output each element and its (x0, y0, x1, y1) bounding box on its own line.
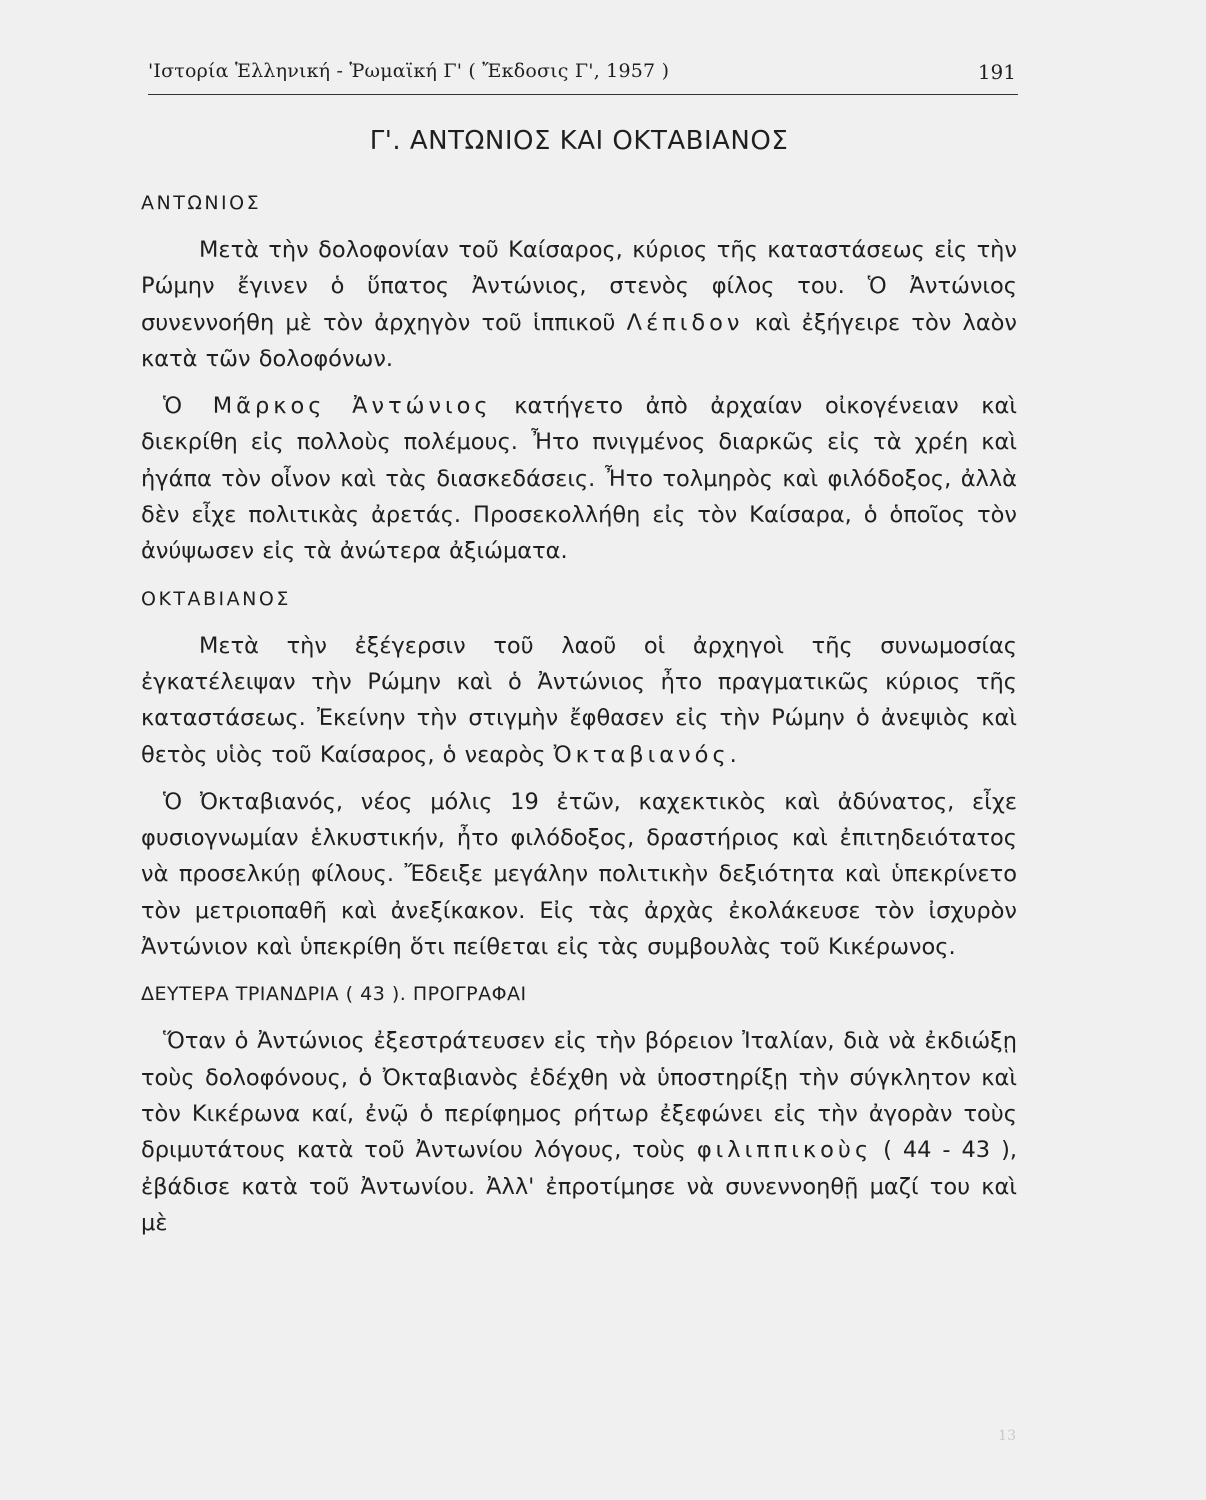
text-run: Ὅταν ὁ Ἀντώνιος ἐξεστράτευσεν εἰς τὴν βόρειον Ἰταλίαν, διὰ νὰ ἐκδιώξῃ τοὺς δολοφόνους, ὁ Ὀκταβιανὸς ἐδέχθη νὰ ὑποστηρίξῃ τὴν σύγκλητον καὶ τὸν Κικέρωνα καί, ἐνῷ ὁ περίφημος ρήτωρ ἐξεφώνει εἰς τὴν ἀγορὰν τοὺς δριμυτάτους κατὰ τοῦ Ἀντωνίου λόγους, τοὺς (141, 1028, 1017, 1164)
section-heading-antonios: ΑΝΤΩΝΙΟΣ (141, 192, 262, 214)
text-run: Μετὰ τὴν ἐξέγερσιν τοῦ λαοῦ οἱ ἀρχηγοὶ τῆς συνωμοσίας ἐγκατέλειψαν τὴν Ρώμην καὶ ὁ Ἀντώνιος ἦτο πραγματικῶς κύριος τῆς καταστάσεως. Ἐκείνην τὴν στιγμὴν ἔφθασεν εἰς τὴν Ρώμην ὁ ἀνεψιὸς καὶ θετὸς υἱὸς τοῦ Καίσαρος, ὁ νεαρὸς (141, 632, 1017, 768)
spaced-name: φιλιππικοὺς (696, 1137, 873, 1164)
page-content (141, 126, 1017, 1252)
running-header (148, 58, 1018, 95)
chapter-title: Γ'. ΑΝΤΩΝΙΟΣ ΚΑΙ ΟΚΤΑΒΙΑΝΟΣ (369, 126, 789, 156)
page-number: 191 (977, 60, 1016, 84)
paragraph-oktavianos-1 (141, 628, 1017, 773)
running-title: 'Ιστορία Ἑλληνική - Ῥωμαϊκή Γ' ( Ἔκδοσις Γ', 1957 ) (148, 60, 670, 82)
text-run: Ὁ Ὀκταβιανός, νέος μόλις 19 ἐτῶν, καχεκτικὸς καὶ ἀδύνατος, εἶχε φυσιογνωμίαν ἑλκυστικήν, ἦτο φιλόδοξος, δραστήριος καὶ ἐπιτηδειότατος νὰ προσελκύῃ φίλους. Ἔδειξε μεγάλην πολιτικὴν δεξιότητα καὶ ὑπεκρίνετο τὸν μετριοπαθῆ καὶ ἀνεξίκακον. Εἰς τὰς ἀρχὰς ἐκολάκευσε τὸν ἰσχυρὸν Ἀντώνιον καὶ ὑπεκρίθη ὅτι πείθεται εἰς τὰς συμβουλὰς τοῦ Κικέρωνος. (141, 788, 1017, 961)
paragraph-oktavianos-2 (141, 784, 1017, 965)
paragraph-antonios-1 (141, 232, 1017, 377)
section-heading-triandria: ΔΕΥΤΕΡΑ ΤΡΙΑΝΔΡΙΑ ( 43 ). ΠΡΟΓΡΑΦΑΙ (141, 983, 527, 1006)
paragraph-antonios-2 (141, 388, 1017, 569)
signature-mark: 13 (998, 1428, 1016, 1444)
section-heading-oktavianos: ΟΚΤΑΒΙΑΝΟΣ (141, 587, 291, 610)
text-run: Μετὰ τὴν δολοφονίαν τοῦ Καίσαρος, κύριος τῆς καταστάσεως εἰς τὴν Ρώμην ἔγινεν ὁ ὕπατος Ἀντώνιος, στενὸς φίλος του. Ὁ Ἀντώνιος συνεννοήθη μὲ τὸν ἀρχηγὸν τοῦ ἱππικοῦ (141, 237, 1017, 336)
text-run: καὶ ἐξήγειρε τὸν λαὸν κατὰ τῶν δολοφόνων. (141, 309, 1017, 372)
paragraph-triandria-1 (141, 1023, 1017, 1241)
spaced-name: Λέπιδον (626, 309, 744, 336)
text-run: ( 44 - 43 ), ἐβάδισε κατὰ τοῦ Ἀντωνίου. Ἀλλ' ἐπροτίμησε νὰ συνεννοηθῇ μαζί του καὶ μὲ (141, 1137, 1017, 1236)
spaced-name: Ὁ Μᾶρκος Ἀντώνιος (163, 393, 492, 420)
spaced-name: Ὀκταβιανός. (553, 741, 741, 768)
text-run: κατήγετο ἀπὸ ἀρχαίαν οἰκογένειαν καὶ διεκρίθη εἰς πολλοὺς πολέμους. Ἦτο πνιγμένος διαρκῶς εἰς τὰ χρέη καὶ ἠγάπα τὸν οἶνον καὶ τὰς διασκεδάσεις. Ἦτο τολμηρὸς καὶ φιλόδοξος, ἀλλὰ δὲν εἶχε πολιτικὰς ἀρετάς. Προσεκολλήθη εἰς τὸν Καίσαρα, ὁ ὁποῖος τὸν ἀνύψωσεν εἰς τὰ ἀνώτερα ἀξιώματα. (141, 393, 1017, 565)
